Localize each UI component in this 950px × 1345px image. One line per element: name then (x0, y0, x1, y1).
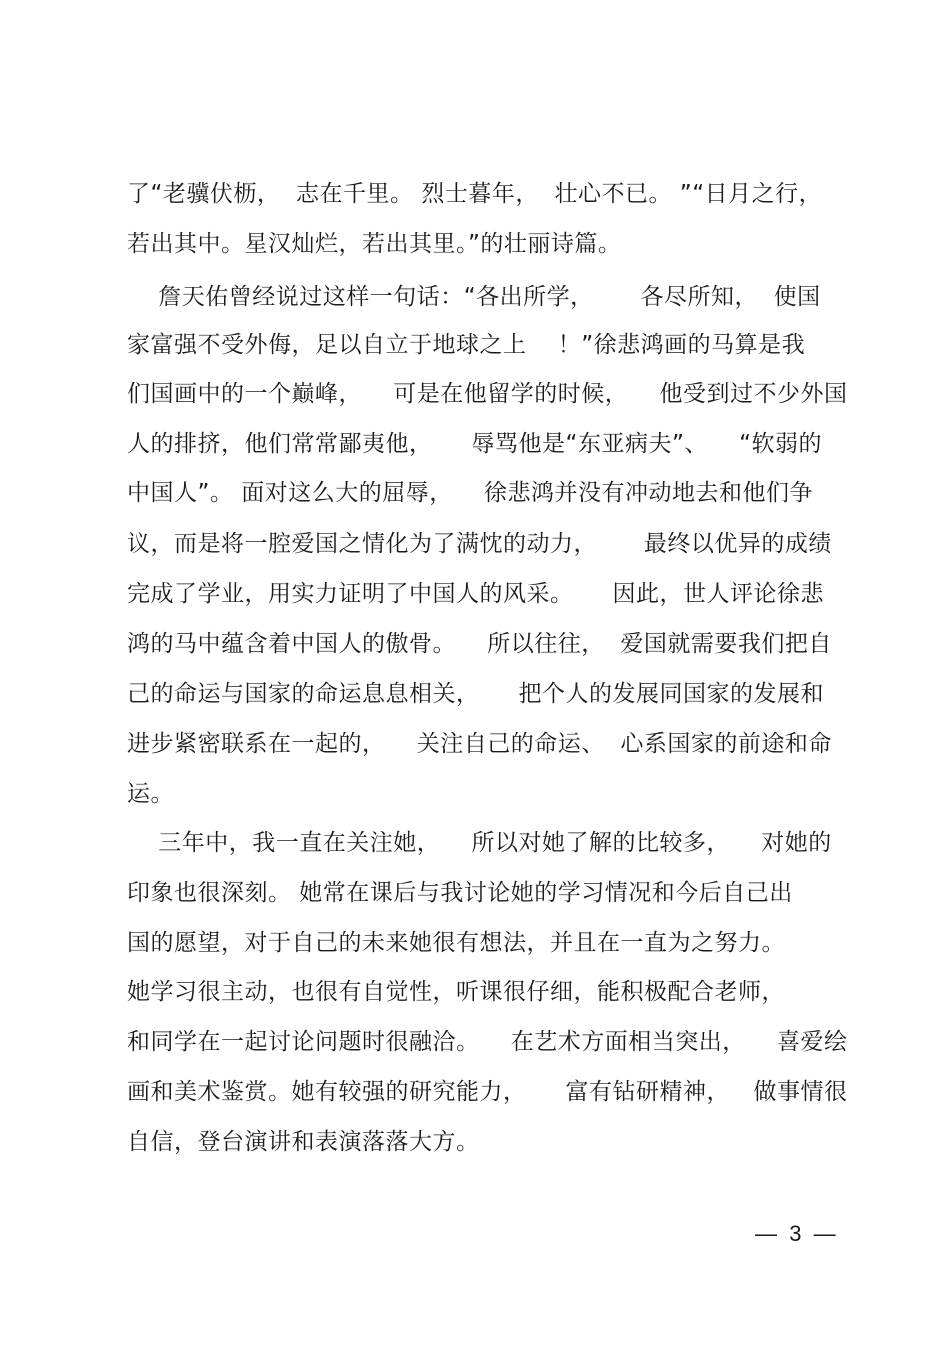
text-line: 己的命运与国家的命运息息相关， 把个人的发展同国家的发展和 (127, 681, 825, 707)
text-line: 议，而是将一腔爱国之情化为了满忱的动力， 最终以优异的成绩 (127, 531, 832, 557)
text-line: 她学习很主动，也很有自觉性，听课很仔细，能积极配合老师， (127, 979, 785, 1005)
text-line: 鸿的马中蕴含着中国人的傲骨。 所以往往， 爱国就需要我们把自 (127, 631, 832, 657)
text-line: 运。 (127, 781, 174, 807)
text-line: 国的愿望，对于自己的未来她很有想法，并且在一直为之努力。 (127, 930, 785, 956)
text-line: 们国画中的一个巅峰， 可是在他留学的时候， 他受到过不少外国 (127, 381, 848, 407)
text-line: 自信，登台演讲和表演落落大方。 (127, 1129, 480, 1155)
text-line: 画和美术鉴赏。她有较强的研究能力， 富有钻研精神， 做事情很 (127, 1079, 848, 1105)
text-line: 家富强不受外侮，足以自立于地球之上 ！”徐悲鸿画的马算是我 (127, 332, 806, 358)
text-line: 人的排挤，他们常常鄙夷他， 辱骂他是“东亚病夫”、 “软弱的 (127, 431, 823, 457)
page-number: — 3 — (755, 1221, 836, 1246)
text-line: 了“老骥伏枥， 志在千里。 烈士暮年， 壮心不已。 ”“日月之行， (127, 181, 823, 207)
text-line: 三年中，我一直在关注她， 所以对她了解的比较多， 对她的 (127, 830, 832, 856)
text-line: 詹天佑曾经说过这样一句话：“各出所学， 各尽所知， 使国 (127, 284, 821, 310)
text-line: 进步紧密联系在一起的， 关注自己的命运、 心系国家的前途和命 (127, 731, 832, 757)
text-line: 完成了学业，用实力证明了中国人的风采。 因此，世人评论徐悲 (127, 581, 825, 607)
text-line: 若出其中。星汉灿烂，若出其里。”的壮丽诗篇。 (127, 231, 622, 257)
text-line: 和同学在一起讨论问题时很融洽。 在艺术方面相当突出， 喜爱绘 (127, 1029, 848, 1055)
text-line: 中国人”。 面对这么大的屈辱， 徐悲鸿并没有冲动地去和他们争 (127, 480, 813, 506)
text-line: 印象也很深刻。 她常在课后与我讨论她的学习情况和今后自己出 (127, 880, 793, 906)
